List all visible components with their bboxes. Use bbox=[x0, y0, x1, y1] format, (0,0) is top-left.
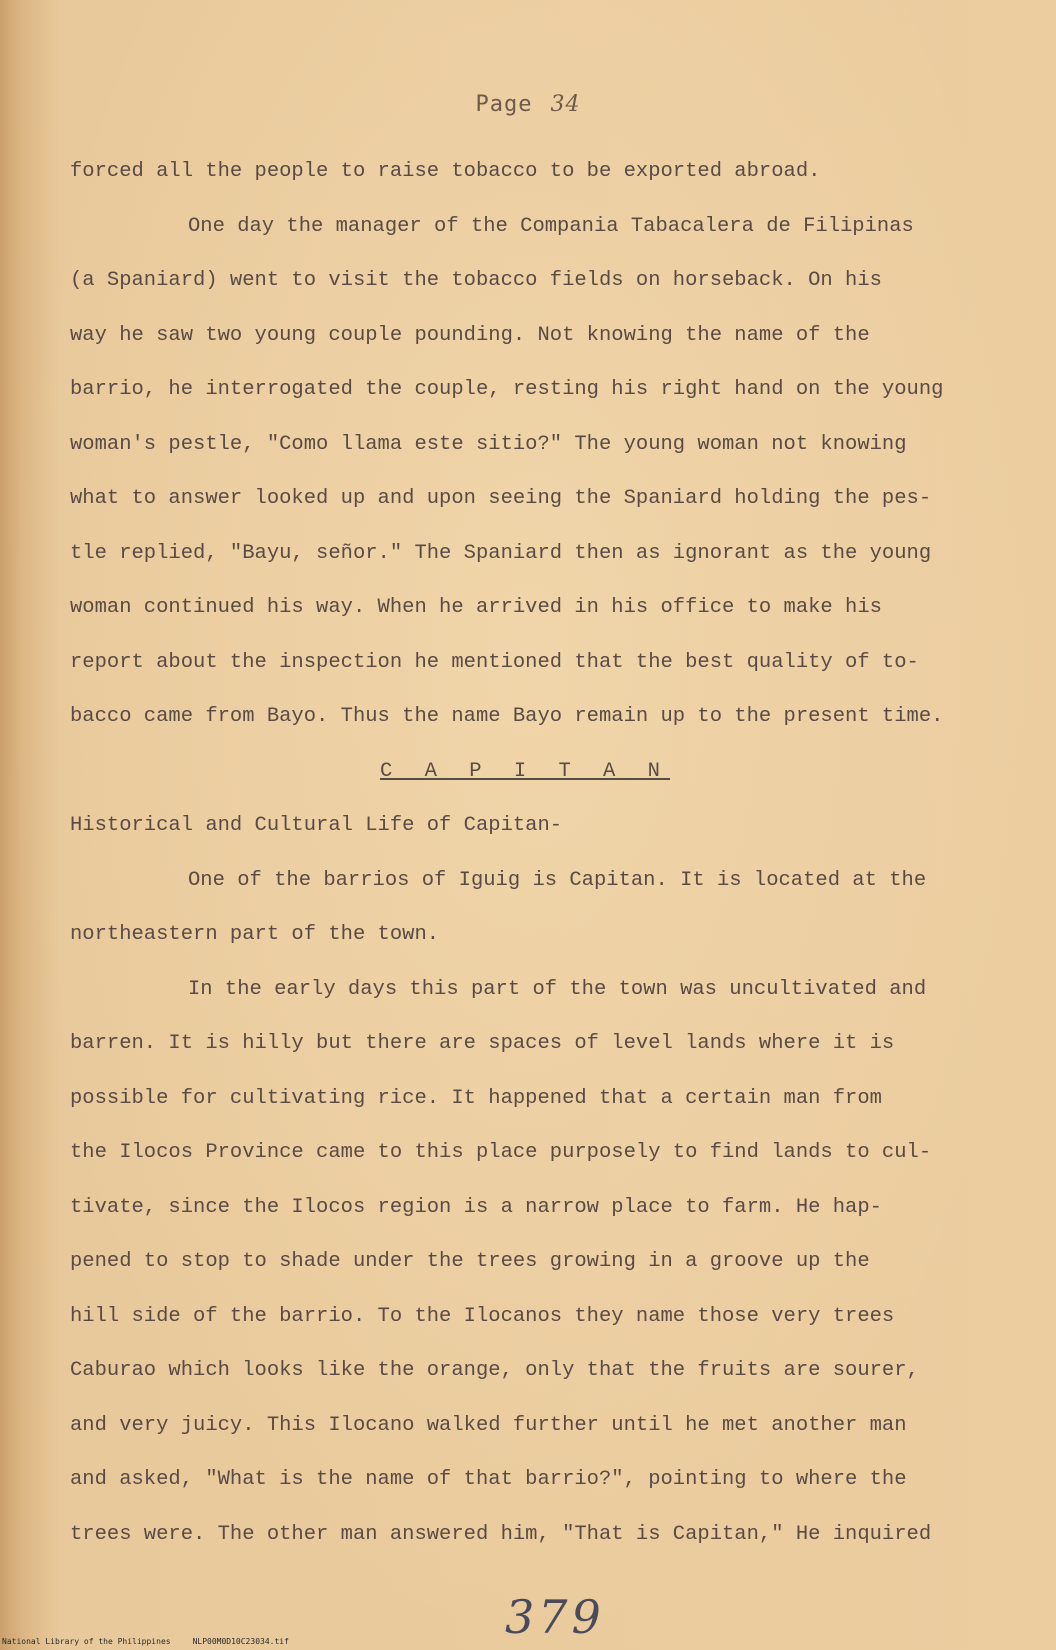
section-title: C A P I T A N bbox=[380, 759, 670, 783]
handwritten-page-number: 379 bbox=[505, 1590, 605, 1644]
footer bbox=[2, 1637, 311, 1646]
text-line: hill side of the barrio. To the Ilocanos they name those very trees bbox=[70, 1304, 895, 1328]
text-line: One day the manager of the Compania Tabacalera de Filipinas bbox=[188, 214, 914, 238]
text-line: pened to stop to shade under the trees growing in a groove up the bbox=[70, 1250, 870, 1273]
text-line: forced all the people to raise tobacco to be exported abroad. bbox=[70, 160, 821, 183]
text-line: barrio, he interrogated the couple, resting his right hand on the young bbox=[70, 378, 944, 401]
text-line: woman's pestle, "Como llama este sitio?" The young woman not knowing bbox=[70, 432, 907, 456]
text-line: Caburao which looks like the orange, only that the fruits are sourer, bbox=[70, 1359, 919, 1382]
page-number: 34 bbox=[550, 92, 581, 117]
text-line: barren. It is hilly but there are spaces of level lands where it is bbox=[70, 1032, 895, 1055]
text-line: (a Spaniard) went to visit the tobacco fields on horseback. On his bbox=[70, 269, 882, 292]
text-line: northeastern part of the town. bbox=[70, 923, 440, 946]
page-label: Page bbox=[475, 92, 533, 117]
text-line: the Ilocos Province came to this place purposely to find lands to cul- bbox=[70, 1141, 932, 1164]
file-name: NLP00M0D10C23034.tif bbox=[192, 1637, 289, 1646]
text-line: tivate, since the Ilocos region is a narrow place to farm. He hap- bbox=[70, 1195, 882, 1219]
library-name: National Library of the Philippines bbox=[2, 1637, 171, 1646]
text-line: In the early days this part of the town was uncultivated and bbox=[188, 977, 927, 1001]
text-line: report about the inspection he mentioned that the best quality of to- bbox=[70, 650, 919, 674]
text-line: and asked, "What is the name of that barrio?", pointing to where the bbox=[70, 1468, 907, 1491]
section-subtitle: Historical and Cultural Life of Capitan- bbox=[70, 814, 563, 837]
text-line: trees were. The other man answered him, "That is Capitan," He inquired bbox=[70, 1522, 932, 1546]
text-line: bacco came from Bayo. Thus the name Bayo remain up to the present time. bbox=[70, 705, 944, 728]
text-line: tle replied, "Bayu, señor." The Spaniard then as ignorant as the young bbox=[70, 541, 932, 565]
text-line: way he saw two young couple pounding. Not knowing the name of the bbox=[70, 323, 870, 347]
page-header bbox=[0, 92, 1056, 117]
text-line: what to answer looked up and upon seeing the Spaniard holding the pes- bbox=[70, 487, 932, 510]
text-line: and very juicy. This Ilocano walked further until he met another man bbox=[70, 1413, 907, 1437]
text-line: woman continued his way. When he arrived in his office to make his bbox=[70, 596, 882, 619]
text-line: One of the barrios of Iguig is Capitan. It is located at the bbox=[188, 868, 927, 892]
body-text bbox=[70, 145, 1020, 1562]
text-line: possible for cultivating rice. It happened that a certain man from bbox=[70, 1086, 882, 1110]
